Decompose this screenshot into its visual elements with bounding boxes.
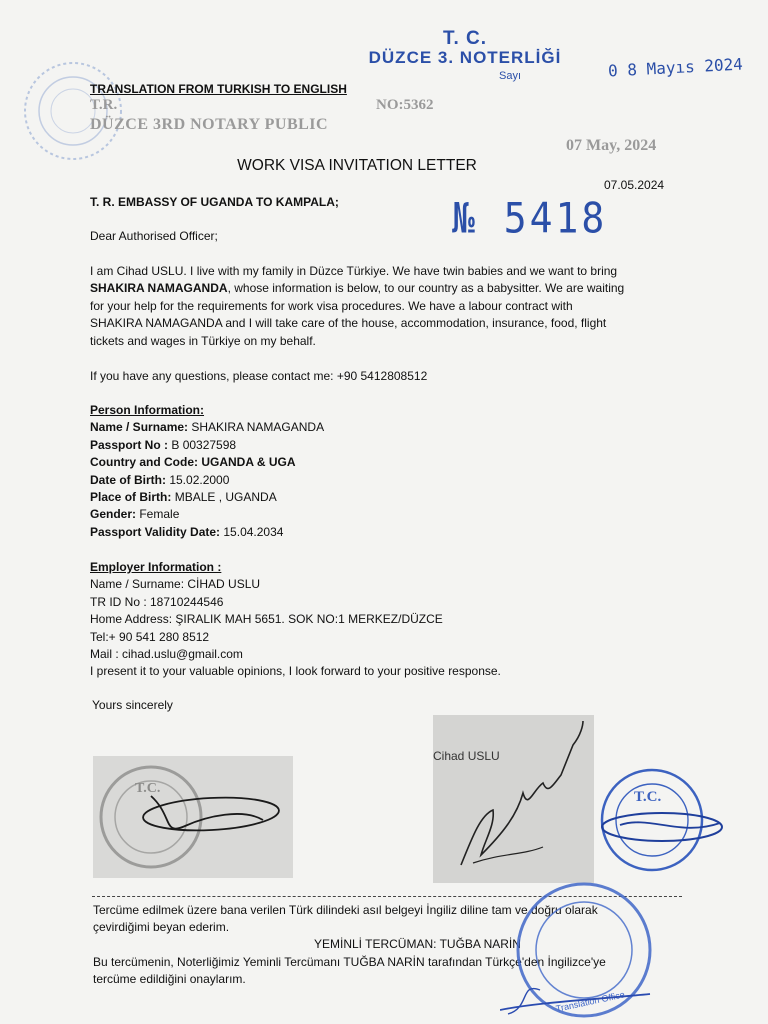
person-value: SHAKIRA NAMAGANDA bbox=[188, 420, 325, 435]
paragraph-line-3: for your help for the requirements for work visa procedures. We have a labour contract with bbox=[90, 298, 573, 313]
employer-row: Home Address: ŞIRALIK MAH 5651. SOK NO:1 MERKEZ/DÜZCE bbox=[90, 612, 443, 627]
signature-icon bbox=[433, 715, 594, 883]
person-row bbox=[90, 454, 324, 471]
employer-row: I present it to your valuable opinions, I look forward to your positive response. bbox=[90, 664, 501, 679]
person-label: Name / Surname: bbox=[90, 420, 189, 435]
paragraph-line-2 bbox=[90, 280, 690, 297]
person-info bbox=[90, 402, 324, 541]
person-row bbox=[90, 524, 324, 541]
person-label: Passport Validity Date: bbox=[90, 524, 221, 539]
translation-no: NO:5362 bbox=[376, 97, 434, 113]
signer-name: Cihad USLU bbox=[433, 749, 500, 763]
footer-line-4: tercüme edildiğini onaylarım. bbox=[93, 972, 246, 986]
person-row bbox=[90, 419, 324, 436]
person-heading: Person Information: bbox=[90, 403, 205, 417]
tc-stamp-blue-icon bbox=[590, 765, 730, 875]
notary-number: № 5418 bbox=[452, 193, 608, 243]
notary-tc: T. C. bbox=[442, 28, 488, 49]
paragraph-line-4: SHAKIRA NAMAGANDA and I will take care of the house, accommodation, insurance, food, flight bbox=[90, 316, 607, 331]
person-label: Country and Code: UGANDA & UGA bbox=[90, 455, 296, 470]
letter-title: WORK VISA INVITATION LETTER bbox=[237, 157, 477, 174]
tc-stamp-grey-text: T.C. bbox=[135, 781, 161, 796]
tc-stamp-blue-text: T.C. bbox=[634, 789, 662, 805]
sworn-translator: YEMİNLİ TERCÜMAN: TUĞBA NARİN bbox=[314, 937, 521, 951]
person-label: Place of Birth: bbox=[90, 490, 172, 505]
recipient: T. R. EMBASSY OF UGANDA TO KAMPALA; bbox=[90, 195, 339, 209]
paragraph-line-2-text: , whose information is below, to our country as a babysitter. We are waiting bbox=[227, 281, 625, 296]
person-value: B 00327598 bbox=[168, 437, 237, 452]
tc-stamp-grey-icon bbox=[93, 756, 293, 878]
person-row bbox=[90, 506, 324, 523]
translation-title: TRANSLATION FROM TURKISH TO ENGLISH bbox=[90, 82, 347, 96]
paragraph-line-5: tickets and wages in Türkiye on my behalf. bbox=[90, 333, 316, 348]
scanned-signature bbox=[433, 715, 594, 883]
person-value: Female bbox=[136, 507, 180, 522]
person-label: Gender: bbox=[90, 507, 137, 522]
person-label: Date of Birth: bbox=[90, 472, 166, 487]
person-value: 15.02.2000 bbox=[166, 472, 230, 487]
invitee-name: SHAKIRA NAMAGANDA bbox=[90, 281, 228, 296]
footer-line-2: çevirdiğimi beyan ederim. bbox=[93, 920, 230, 934]
paragraph-line-1: I am Cihad USLU. I live with my family in Düzce Türkiye. We have twin babies and we want to bring bbox=[90, 264, 618, 278]
person-row bbox=[90, 472, 324, 489]
translation-tr: T.R. bbox=[90, 97, 118, 113]
salutation: Dear Authorised Officer; bbox=[90, 229, 218, 243]
employer-row: Tel:+ 90 541 280 8512 bbox=[90, 629, 210, 644]
footer-line-1: Tercüme edilmek üzere bana verilen Türk dilindeki asıl belgeyi İngiliz diline tam ve doğru olarak bbox=[93, 903, 598, 917]
translation-office-stamp-text: Translation Office bbox=[554, 989, 626, 1014]
employer-info bbox=[90, 559, 501, 681]
person-row bbox=[90, 489, 324, 506]
person-row bbox=[90, 437, 324, 454]
footer-line-3: Bu tercümenin, Noterliğimiz Yeminli Tercümanı TUĞBA NARİN tarafından Türkçe'den İngilizce'ye bbox=[93, 955, 606, 969]
notary-stamp-date: 0 8 Mayıs 2024 bbox=[607, 54, 744, 81]
closing: Yours sincerely bbox=[92, 698, 173, 712]
scanned-stamp-left bbox=[93, 756, 293, 878]
letter-paragraph bbox=[90, 263, 690, 350]
employer-row: Mail : cihad.uslu@gmail.com bbox=[90, 647, 243, 662]
translation-office: DÜZCE 3RD NOTARY PUBLIC bbox=[90, 116, 329, 133]
notary-sayi: Sayı bbox=[498, 70, 521, 82]
notary-office: DÜZCE 3. NOTERLİĞİ bbox=[368, 48, 562, 67]
person-value: 15.04.2034 bbox=[220, 524, 284, 539]
contact-line: If you have any questions, please contact me: +90 5412808512 bbox=[90, 369, 428, 383]
person-value: MBALE , UGANDA bbox=[171, 490, 277, 505]
person-label: Passport No : bbox=[90, 437, 169, 452]
letter-date: 07.05.2024 bbox=[604, 178, 665, 192]
translation-office-stamp-icon bbox=[500, 882, 660, 1022]
notary-stamp-header bbox=[330, 28, 600, 82]
employer-row: TR ID No : 18710244546 bbox=[90, 594, 224, 609]
employer-heading: Employer Information : bbox=[90, 560, 222, 574]
employer-row: Name / Surname: CİHAD USLU bbox=[90, 577, 261, 592]
translation-date: 07 May, 2024 bbox=[566, 137, 657, 154]
